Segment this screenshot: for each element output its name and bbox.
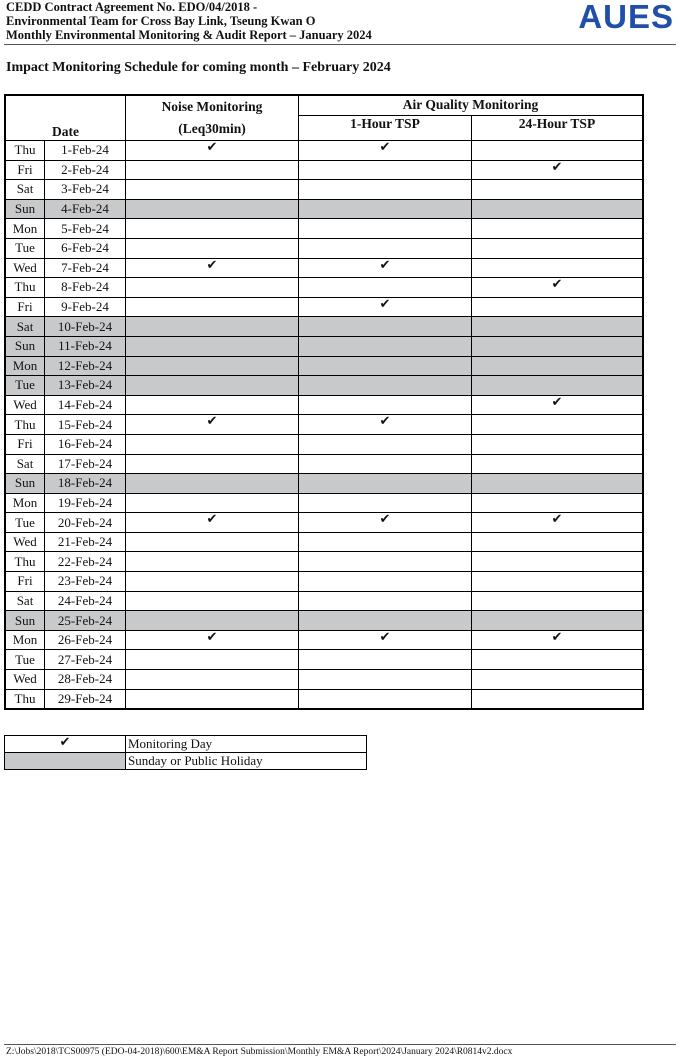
check-icon: ✔ (379, 512, 391, 528)
page-subtitle: Impact Monitoring Schedule for coming month – February 2024 (6, 60, 391, 75)
tsp1-cell (299, 611, 472, 631)
schedule-row (5, 376, 643, 396)
day-cell: Fri (5, 572, 45, 592)
day-cell: Wed (5, 532, 45, 552)
tsp1-cell (299, 356, 472, 376)
noise-cell (126, 238, 299, 258)
legend-table (4, 735, 367, 770)
schedule-row (5, 199, 643, 219)
schedule-row (5, 160, 643, 180)
day-cell: Mon (5, 493, 45, 513)
date-cell: 23-Feb-24 (45, 572, 126, 592)
tsp1-cell (299, 493, 472, 513)
header-line-2: Environmental Team for Cross Bay Link, Tseung Kwan O (6, 14, 316, 28)
noise-cell (126, 493, 299, 513)
schedule-row (5, 219, 643, 239)
day-cell: Sat (5, 591, 45, 611)
tsp24-header: 24-Hour TSP (472, 115, 644, 140)
date-cell: 25-Feb-24 (45, 611, 126, 631)
date-cell: 17-Feb-24 (45, 454, 126, 474)
tsp24-cell (472, 356, 644, 376)
tsp1-cell (299, 376, 472, 396)
legend-tick-cell (5, 736, 126, 753)
day-cell: Tue (5, 513, 45, 533)
date-cell: 29-Feb-24 (45, 689, 126, 709)
check-icon: ✔ (206, 414, 218, 430)
tsp1-cell (299, 160, 472, 180)
tsp24-cell (472, 493, 644, 513)
date-cell: 10-Feb-24 (45, 317, 126, 337)
schedule-row (5, 670, 643, 690)
noise-cell (126, 689, 299, 709)
tsp24-cell (472, 160, 644, 180)
day-cell: Thu (5, 552, 45, 572)
check-icon: ✔ (551, 512, 563, 528)
noise-cell (126, 395, 299, 415)
noise-cell (126, 199, 299, 219)
tsp24-cell (472, 258, 644, 278)
tsp1-cell (299, 513, 472, 533)
check-icon: ✔ (379, 296, 391, 312)
schedule-row (5, 336, 643, 356)
date-cell: 4-Feb-24 (45, 199, 126, 219)
tsp24-cell (472, 650, 644, 670)
check-icon: ✔ (206, 512, 218, 528)
day-cell: Tue (5, 238, 45, 258)
schedule-row (5, 532, 643, 552)
noise-cell (126, 434, 299, 454)
tsp1-cell (299, 454, 472, 474)
day-cell: Wed (5, 258, 45, 278)
header-line-3: Monthly Environmental Monitoring & Audit Report – January 2024 (6, 28, 372, 42)
tsp1-cell (299, 278, 472, 298)
check-icon: ✔ (59, 735, 71, 750)
tsp24-cell (472, 297, 644, 317)
date-cell: 19-Feb-24 (45, 493, 126, 513)
check-icon: ✔ (206, 140, 218, 155)
tsp24-cell (472, 689, 644, 709)
air-quality-header: Air Quality Monitoring (299, 95, 644, 115)
check-icon: ✔ (551, 277, 563, 293)
tsp1-cell (299, 552, 472, 572)
noise-cell (126, 591, 299, 611)
tsp1-cell (299, 141, 472, 161)
day-cell: Fri (5, 297, 45, 317)
tsp1-cell (299, 395, 472, 415)
schedule-row (5, 650, 643, 670)
date-cell: 12-Feb-24 (45, 356, 126, 376)
schedule-row (5, 278, 643, 298)
schedule-row (5, 434, 643, 454)
day-cell: Tue (5, 376, 45, 396)
day-cell: Thu (5, 278, 45, 298)
tsp24-cell (472, 532, 644, 552)
schedule-row (5, 141, 643, 161)
schedule-body (5, 141, 643, 710)
date-cell: 8-Feb-24 (45, 278, 126, 298)
check-icon: ✔ (379, 414, 391, 430)
noise-cell (126, 454, 299, 474)
footer-divider (4, 1044, 676, 1045)
day-cell: Mon (5, 219, 45, 239)
schedule-row (5, 689, 643, 709)
noise-cell (126, 572, 299, 592)
date-cell: 27-Feb-24 (45, 650, 126, 670)
date-cell: 9-Feb-24 (45, 297, 126, 317)
header-line-1: CEDD Contract Agreement No. EDO/04/2018 - (6, 0, 258, 14)
aues-logo: AUES (578, 0, 674, 35)
noise-cell (126, 474, 299, 494)
tsp1-cell (299, 630, 472, 650)
noise-cell (126, 552, 299, 572)
legend-grey-swatch (5, 753, 126, 770)
check-icon: ✔ (551, 394, 563, 410)
schedule-row (5, 552, 643, 572)
tsp1-cell (299, 238, 472, 258)
file-path-footer: Z:\Jobs\2018\TCS00975 (EDO-04-2018)\600\EM&A Report Submission\Monthly EM&A Report\2024\January 2024\R0814v2.docx (6, 1047, 513, 1057)
tsp24-cell (472, 552, 644, 572)
noise-header-label: Noise Monitoring (161, 99, 263, 114)
noise-cell (126, 278, 299, 298)
schedule-row (5, 415, 643, 435)
date-cell: 26-Feb-24 (45, 630, 126, 650)
tsp24-cell (472, 317, 644, 337)
tsp1-header: 1-Hour TSP (299, 115, 472, 140)
tsp1-cell (299, 317, 472, 337)
day-cell: Wed (5, 395, 45, 415)
tsp1-cell (299, 650, 472, 670)
legend-tick-label: Monitoring Day (126, 736, 367, 753)
schedule-row (5, 454, 643, 474)
day-cell: Fri (5, 434, 45, 454)
noise-cell (126, 219, 299, 239)
day-cell: Fri (5, 160, 45, 180)
header-divider (4, 44, 676, 45)
tsp24-cell (472, 670, 644, 690)
check-icon: ✔ (379, 140, 391, 155)
tsp1-cell (299, 591, 472, 611)
schedule-row (5, 572, 643, 592)
tsp1-cell (299, 199, 472, 219)
date-cell: 14-Feb-24 (45, 395, 126, 415)
day-cell: Tue (5, 650, 45, 670)
tsp24-cell (472, 591, 644, 611)
tsp24-cell (472, 572, 644, 592)
tsp24-cell (472, 199, 644, 219)
schedule-row (5, 395, 643, 415)
noise-cell (126, 650, 299, 670)
date-cell: 13-Feb-24 (45, 376, 126, 396)
tsp1-cell (299, 219, 472, 239)
schedule-row (5, 297, 643, 317)
schedule-row (5, 630, 643, 650)
date-cell: 6-Feb-24 (45, 238, 126, 258)
day-cell: Sat (5, 454, 45, 474)
schedule-row (5, 238, 643, 258)
date-cell: 3-Feb-24 (45, 180, 126, 200)
tsp1-cell (299, 434, 472, 454)
tsp24-cell (472, 630, 644, 650)
schedule-row (5, 180, 643, 200)
noise-cell (126, 670, 299, 690)
tsp24-cell (472, 336, 644, 356)
tsp24-cell (472, 513, 644, 533)
check-icon: ✔ (379, 629, 391, 645)
noise-cell (126, 356, 299, 376)
date-header-label: Date (52, 124, 79, 139)
check-icon: ✔ (206, 629, 218, 645)
tsp1-cell (299, 415, 472, 435)
day-cell: Sat (5, 180, 45, 200)
day-cell: Thu (5, 141, 45, 161)
check-icon: ✔ (206, 257, 218, 273)
check-icon: ✔ (379, 257, 391, 273)
noise-cell (126, 297, 299, 317)
tsp24-cell (472, 454, 644, 474)
schedule-row (5, 513, 643, 533)
date-cell: 24-Feb-24 (45, 591, 126, 611)
noise-column-header (126, 95, 299, 141)
date-cell: 15-Feb-24 (45, 415, 126, 435)
day-cell: Sun (5, 611, 45, 631)
schedule-row (5, 258, 643, 278)
schedule-row (5, 474, 643, 494)
noise-cell (126, 141, 299, 161)
tsp1-cell (299, 532, 472, 552)
tsp1-cell (299, 474, 472, 494)
noise-subheader-label: (Leq30min) (178, 121, 246, 136)
tsp24-cell (472, 376, 644, 396)
report-header (6, 0, 372, 42)
tsp1-cell (299, 670, 472, 690)
monitoring-schedule-table (4, 94, 644, 710)
noise-cell (126, 160, 299, 180)
check-icon: ✔ (551, 629, 563, 645)
legend-grey-label: Sunday or Public Holiday (126, 753, 367, 770)
tsp24-cell (472, 219, 644, 239)
schedule-row (5, 356, 643, 376)
tsp24-cell (472, 611, 644, 631)
tsp24-cell (472, 141, 644, 161)
tsp1-cell (299, 258, 472, 278)
tsp24-cell (472, 278, 644, 298)
day-cell: Sun (5, 199, 45, 219)
schedule-row (5, 493, 643, 513)
day-cell: Thu (5, 689, 45, 709)
noise-cell (126, 630, 299, 650)
noise-cell (126, 336, 299, 356)
noise-cell (126, 258, 299, 278)
day-cell: Wed (5, 670, 45, 690)
tsp1-cell (299, 572, 472, 592)
date-cell: 18-Feb-24 (45, 474, 126, 494)
schedule-row (5, 611, 643, 631)
noise-cell (126, 317, 299, 337)
tsp24-cell (472, 415, 644, 435)
day-cell: Sun (5, 336, 45, 356)
date-cell: 21-Feb-24 (45, 532, 126, 552)
tsp24-cell (472, 474, 644, 494)
noise-cell (126, 180, 299, 200)
noise-cell (126, 611, 299, 631)
tsp1-cell (299, 336, 472, 356)
tsp24-cell (472, 180, 644, 200)
tsp24-cell (472, 434, 644, 454)
tsp1-cell (299, 689, 472, 709)
tsp24-cell (472, 395, 644, 415)
date-cell: 11-Feb-24 (45, 336, 126, 356)
noise-cell (126, 532, 299, 552)
day-cell: Sat (5, 317, 45, 337)
date-cell: 20-Feb-24 (45, 513, 126, 533)
schedule-row (5, 591, 643, 611)
date-cell: 28-Feb-24 (45, 670, 126, 690)
date-cell: 7-Feb-24 (45, 258, 126, 278)
schedule-row (5, 317, 643, 337)
day-cell: Sun (5, 474, 45, 494)
day-cell: Mon (5, 356, 45, 376)
tsp1-cell (299, 297, 472, 317)
date-cell: 5-Feb-24 (45, 219, 126, 239)
date-cell: 16-Feb-24 (45, 434, 126, 454)
tsp1-cell (299, 180, 472, 200)
date-cell: 1-Feb-24 (45, 141, 126, 161)
tsp24-cell (472, 238, 644, 258)
noise-cell (126, 513, 299, 533)
noise-cell (126, 415, 299, 435)
noise-cell (126, 376, 299, 396)
check-icon: ✔ (551, 159, 563, 175)
date-cell: 22-Feb-24 (45, 552, 126, 572)
day-cell: Mon (5, 630, 45, 650)
date-column-header (5, 95, 126, 141)
date-cell: 2-Feb-24 (45, 160, 126, 180)
day-cell: Thu (5, 415, 45, 435)
